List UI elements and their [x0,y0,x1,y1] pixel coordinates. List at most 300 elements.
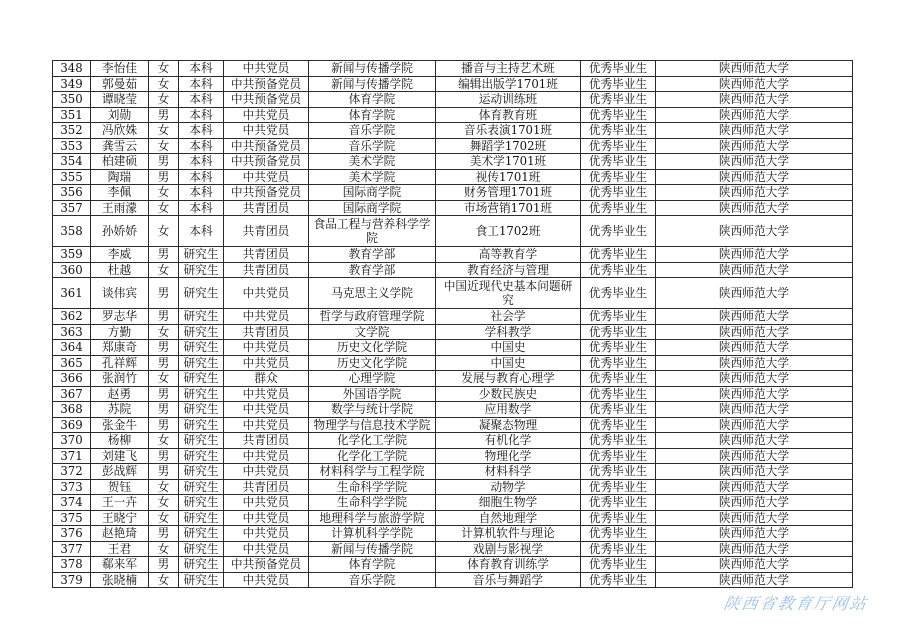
cell-number: 369 [53,417,91,433]
cell-name: 郗来军 [91,557,149,573]
cell-gender: 男 [149,340,179,356]
cell-major: 发展与教育心理学 [436,371,581,387]
cell-political-status: 共青团员 [224,262,309,278]
table-row [53,169,853,185]
cell-level: 本科 [179,76,224,92]
cell-college: 美术学院 [309,169,436,185]
cell-major: 戏剧与影视学 [436,541,581,557]
cell-level: 研究生 [179,464,224,480]
cell-college: 国际商学院 [309,200,436,216]
cell-major: 食工1702班 [436,216,581,247]
cell-gender: 女 [149,61,179,77]
cell-name: 龚雪云 [91,138,149,154]
cell-honor: 优秀毕业生 [581,216,656,247]
cell-political-status: 中共党员 [224,448,309,464]
cell-name: 苏院 [91,402,149,418]
cell-level: 研究生 [179,340,224,356]
cell-number: 370 [53,433,91,449]
cell-college: 哲学与政府管理学院 [309,309,436,325]
table-row [53,464,853,480]
cell-level: 研究生 [179,247,224,263]
cell-university: 陕西师范大学 [656,557,853,573]
cell-number: 356 [53,185,91,201]
cell-major: 材料科学 [436,464,581,480]
table-row [53,324,853,340]
cell-political-status: 中共预备党员 [224,76,309,92]
table-row [53,247,853,263]
cell-honor: 优秀毕业生 [581,386,656,402]
cell-number: 365 [53,355,91,371]
cell-college: 教育学部 [309,262,436,278]
cell-name: 张金牛 [91,417,149,433]
cell-name: 王晓宁 [91,510,149,526]
cell-gender: 女 [149,138,179,154]
cell-university: 陕西师范大学 [656,169,853,185]
cell-honor: 优秀毕业生 [581,61,656,77]
cell-college: 体育学院 [309,107,436,123]
cell-name: 王一卉 [91,495,149,511]
cell-name: 陶瑞 [91,169,149,185]
cell-university: 陕西师范大学 [656,262,853,278]
cell-name: 孔祥辉 [91,355,149,371]
cell-name: 郭曼茹 [91,76,149,92]
cell-honor: 优秀毕业生 [581,464,656,480]
table-row [53,572,853,588]
cell-honor: 优秀毕业生 [581,169,656,185]
cell-number: 376 [53,526,91,542]
cell-number: 378 [53,557,91,573]
cell-number: 350 [53,92,91,108]
cell-major: 学科教学 [436,324,581,340]
cell-college: 化学化工学院 [309,448,436,464]
cell-name: 谭晓莹 [91,92,149,108]
cell-gender: 女 [149,433,179,449]
cell-gender: 男 [149,309,179,325]
cell-name: 彭战辉 [91,464,149,480]
table-row [53,107,853,123]
cell-university: 陕西师范大学 [656,61,853,77]
cell-major: 细胞生物学 [436,495,581,511]
table-row [53,216,853,247]
cell-gender: 女 [149,216,179,247]
cell-college: 物理学与信息技术学院 [309,417,436,433]
cell-university: 陕西师范大学 [656,541,853,557]
cell-college: 新闻与传播学院 [309,541,436,557]
table-row [53,154,853,170]
table-row [53,76,853,92]
cell-gender: 男 [149,355,179,371]
cell-college: 新闻与传播学院 [309,61,436,77]
cell-level: 研究生 [179,417,224,433]
cell-gender: 女 [149,541,179,557]
cell-level: 本科 [179,169,224,185]
cell-gender: 男 [149,557,179,573]
cell-major: 物理化学 [436,448,581,464]
cell-major: 少数民族史 [436,386,581,402]
table-row [53,123,853,139]
cell-university: 陕西师范大学 [656,76,853,92]
cell-level: 本科 [179,216,224,247]
cell-university: 陕西师范大学 [656,371,853,387]
cell-honor: 优秀毕业生 [581,262,656,278]
cell-level: 本科 [179,92,224,108]
cell-level: 研究生 [179,510,224,526]
cell-name: 方勤 [91,324,149,340]
cell-major: 运动训练班 [436,92,581,108]
cell-number: 374 [53,495,91,511]
cell-name: 杜越 [91,262,149,278]
cell-political-status: 共青团员 [224,433,309,449]
cell-university: 陕西师范大学 [656,448,853,464]
cell-political-status: 中共党员 [224,386,309,402]
cell-gender: 男 [149,247,179,263]
table-body [53,61,853,588]
cell-major: 高等教育学 [436,247,581,263]
cell-political-status: 中共预备党员 [224,557,309,573]
cell-university: 陕西师范大学 [656,123,853,139]
cell-gender: 男 [149,386,179,402]
cell-college: 地理科学与旅游学院 [309,510,436,526]
cell-university: 陕西师范大学 [656,138,853,154]
cell-major: 财务管理1701班 [436,185,581,201]
cell-level: 本科 [179,185,224,201]
cell-political-status: 中共党员 [224,526,309,542]
cell-name: 杨柳 [91,433,149,449]
cell-political-status: 中共预备党员 [224,154,309,170]
cell-level: 研究生 [179,309,224,325]
cell-number: 377 [53,541,91,557]
cell-college: 音乐学院 [309,572,436,588]
cell-number: 349 [53,76,91,92]
cell-honor: 优秀毕业生 [581,107,656,123]
cell-major: 市场营销1701班 [436,200,581,216]
cell-gender: 女 [149,371,179,387]
cell-major: 应用数学 [436,402,581,418]
cell-gender: 女 [149,572,179,588]
cell-major: 美术学1701班 [436,154,581,170]
cell-number: 361 [53,278,91,309]
table-row [53,92,853,108]
cell-university: 陕西师范大学 [656,185,853,201]
watermark-text: 陕西省教育厅网站 [722,594,870,613]
cell-major: 中国史 [436,355,581,371]
cell-major: 社会学 [436,309,581,325]
cell-university: 陕西师范大学 [656,495,853,511]
cell-major: 自然地理学 [436,510,581,526]
cell-gender: 男 [149,402,179,418]
cell-number: 353 [53,138,91,154]
cell-major: 教育经济与管理 [436,262,581,278]
cell-university: 陕西师范大学 [656,154,853,170]
cell-political-status: 中共党员 [224,541,309,557]
cell-university: 陕西师范大学 [656,200,853,216]
cell-university: 陕西师范大学 [656,92,853,108]
cell-name: 刘勋 [91,107,149,123]
cell-university: 陕西师范大学 [656,107,853,123]
cell-number: 348 [53,61,91,77]
cell-college: 计算机科学学院 [309,526,436,542]
cell-honor: 优秀毕业生 [581,76,656,92]
cell-honor: 优秀毕业生 [581,138,656,154]
cell-major: 舞蹈学1702班 [436,138,581,154]
cell-number: 360 [53,262,91,278]
table-row [53,309,853,325]
cell-college: 新闻与传播学院 [309,76,436,92]
cell-college: 历史文化学院 [309,355,436,371]
cell-honor: 优秀毕业生 [581,371,656,387]
cell-university: 陕西师范大学 [656,510,853,526]
cell-honor: 优秀毕业生 [581,510,656,526]
cell-political-status: 中共党员 [224,464,309,480]
cell-level: 本科 [179,154,224,170]
cell-political-status: 中共党员 [224,355,309,371]
cell-political-status: 中共预备党员 [224,138,309,154]
cell-university: 陕西师范大学 [656,417,853,433]
table-row [53,495,853,511]
cell-university: 陕西师范大学 [656,479,853,495]
cell-gender: 女 [149,92,179,108]
cell-gender: 女 [149,495,179,511]
cell-university: 陕西师范大学 [656,324,853,340]
cell-level: 本科 [179,61,224,77]
cell-honor: 优秀毕业生 [581,526,656,542]
cell-name: 赵艳琦 [91,526,149,542]
cell-level: 研究生 [179,262,224,278]
cell-university: 陕西师范大学 [656,402,853,418]
cell-number: 354 [53,154,91,170]
cell-level: 本科 [179,138,224,154]
cell-name: 刘建飞 [91,448,149,464]
cell-major: 动物学 [436,479,581,495]
cell-honor: 优秀毕业生 [581,541,656,557]
graduates-table [52,60,853,588]
cell-honor: 优秀毕业生 [581,185,656,201]
cell-major: 计算机软件与理论 [436,526,581,542]
cell-university: 陕西师范大学 [656,433,853,449]
cell-university: 陕西师范大学 [656,526,853,542]
cell-gender: 男 [149,107,179,123]
table-row [53,448,853,464]
cell-university: 陕西师范大学 [656,386,853,402]
table-row [53,541,853,557]
cell-major: 视传1701班 [436,169,581,185]
cell-honor: 优秀毕业生 [581,355,656,371]
cell-political-status: 中共党员 [224,107,309,123]
cell-major: 音乐与舞蹈学 [436,572,581,588]
cell-major: 播音与主持艺术班 [436,61,581,77]
cell-honor: 优秀毕业生 [581,154,656,170]
cell-name: 李威 [91,247,149,263]
cell-honor: 优秀毕业生 [581,448,656,464]
cell-number: 358 [53,216,91,247]
cell-college: 音乐学院 [309,138,436,154]
table-row [53,479,853,495]
cell-level: 研究生 [179,402,224,418]
cell-number: 372 [53,464,91,480]
cell-level: 研究生 [179,495,224,511]
table-row [53,61,853,77]
cell-number: 355 [53,169,91,185]
cell-college: 化学化工学院 [309,433,436,449]
cell-political-status: 共青团员 [224,247,309,263]
cell-gender: 女 [149,185,179,201]
cell-gender: 男 [149,169,179,185]
cell-political-status: 中共预备党员 [224,185,309,201]
cell-level: 研究生 [179,448,224,464]
cell-level: 研究生 [179,355,224,371]
cell-major: 体育教育训练学 [436,557,581,573]
cell-political-status: 共青团员 [224,216,309,247]
cell-number: 364 [53,340,91,356]
cell-honor: 优秀毕业生 [581,92,656,108]
table-row [53,278,853,309]
cell-gender: 女 [149,510,179,526]
cell-level: 本科 [179,200,224,216]
cell-political-status: 中共党员 [224,510,309,526]
table-row [53,557,853,573]
cell-name: 谈伟宾 [91,278,149,309]
cell-political-status: 共青团员 [224,200,309,216]
cell-name: 赵勇 [91,386,149,402]
cell-college: 文学院 [309,324,436,340]
cell-number: 352 [53,123,91,139]
cell-political-status: 共青团员 [224,479,309,495]
cell-gender: 女 [149,76,179,92]
cell-name: 王君 [91,541,149,557]
table-row [53,185,853,201]
cell-honor: 优秀毕业生 [581,557,656,573]
table-row [53,355,853,371]
cell-honor: 优秀毕业生 [581,495,656,511]
cell-college: 音乐学院 [309,123,436,139]
cell-honor: 优秀毕业生 [581,200,656,216]
cell-name: 孙娇娇 [91,216,149,247]
cell-number: 362 [53,309,91,325]
cell-level: 研究生 [179,278,224,309]
cell-gender: 女 [149,200,179,216]
cell-level: 研究生 [179,541,224,557]
table-row [53,433,853,449]
cell-honor: 优秀毕业生 [581,123,656,139]
cell-college: 体育学院 [309,557,436,573]
cell-gender: 女 [149,262,179,278]
cell-university: 陕西师范大学 [656,309,853,325]
cell-major: 中国史 [436,340,581,356]
table-row [53,138,853,154]
cell-college: 食品工程与营养科学学院 [309,216,436,247]
cell-political-status: 中共党员 [224,278,309,309]
cell-honor: 优秀毕业生 [581,572,656,588]
cell-major: 凝聚态物理 [436,417,581,433]
cell-university: 陕西师范大学 [656,278,853,309]
cell-level: 研究生 [179,479,224,495]
cell-name: 贺钰 [91,479,149,495]
cell-political-status: 中共党员 [224,61,309,77]
cell-gender: 男 [149,278,179,309]
cell-major: 编辑出版学1701班 [436,76,581,92]
cell-college: 生命科学学院 [309,495,436,511]
cell-gender: 女 [149,324,179,340]
cell-number: 359 [53,247,91,263]
cell-university: 陕西师范大学 [656,247,853,263]
cell-honor: 优秀毕业生 [581,433,656,449]
cell-major: 中国近现代史基本问题研究 [436,278,581,309]
cell-number: 375 [53,510,91,526]
cell-honor: 优秀毕业生 [581,278,656,309]
cell-honor: 优秀毕业生 [581,417,656,433]
cell-level: 研究生 [179,557,224,573]
cell-college: 美术学院 [309,154,436,170]
cell-political-status: 中共党员 [224,169,309,185]
cell-number: 367 [53,386,91,402]
cell-number: 351 [53,107,91,123]
cell-honor: 优秀毕业生 [581,402,656,418]
cell-name: 郑康奇 [91,340,149,356]
cell-university: 陕西师范大学 [656,572,853,588]
cell-honor: 优秀毕业生 [581,247,656,263]
cell-name: 罗志华 [91,309,149,325]
cell-political-status: 中共党员 [224,417,309,433]
cell-level: 本科 [179,123,224,139]
cell-university: 陕西师范大学 [656,355,853,371]
cell-number: 371 [53,448,91,464]
cell-name: 张润竹 [91,371,149,387]
cell-college: 数学与统计学院 [309,402,436,418]
cell-level: 研究生 [179,371,224,387]
cell-political-status: 中共党员 [224,572,309,588]
cell-college: 国际商学院 [309,185,436,201]
cell-major: 体育教育班 [436,107,581,123]
table-row [53,371,853,387]
cell-political-status: 群众 [224,371,309,387]
cell-political-status: 中共党员 [224,495,309,511]
cell-number: 379 [53,572,91,588]
table-row [53,526,853,542]
cell-college: 体育学院 [309,92,436,108]
cell-gender: 男 [149,154,179,170]
cell-level: 研究生 [179,572,224,588]
cell-college: 外国语学院 [309,386,436,402]
cell-level: 研究生 [179,526,224,542]
cell-level: 本科 [179,107,224,123]
cell-university: 陕西师范大学 [656,464,853,480]
cell-university: 陕西师范大学 [656,340,853,356]
cell-name: 柏建硕 [91,154,149,170]
cell-name: 张晓楠 [91,572,149,588]
cell-gender: 女 [149,123,179,139]
table-row [53,386,853,402]
cell-gender: 男 [149,526,179,542]
cell-number: 368 [53,402,91,418]
cell-college: 生命科学学院 [309,479,436,495]
cell-name: 王雨濛 [91,200,149,216]
cell-political-status: 中共党员 [224,309,309,325]
cell-gender: 女 [149,479,179,495]
cell-honor: 优秀毕业生 [581,479,656,495]
cell-name: 李怡佳 [91,61,149,77]
cell-college: 教育学部 [309,247,436,263]
cell-name: 李佩 [91,185,149,201]
cell-number: 373 [53,479,91,495]
cell-college: 心理学院 [309,371,436,387]
cell-number: 363 [53,324,91,340]
cell-level: 研究生 [179,433,224,449]
cell-gender: 男 [149,417,179,433]
table-row [53,200,853,216]
cell-political-status: 中共党员 [224,402,309,418]
cell-university: 陕西师范大学 [656,216,853,247]
cell-number: 366 [53,371,91,387]
